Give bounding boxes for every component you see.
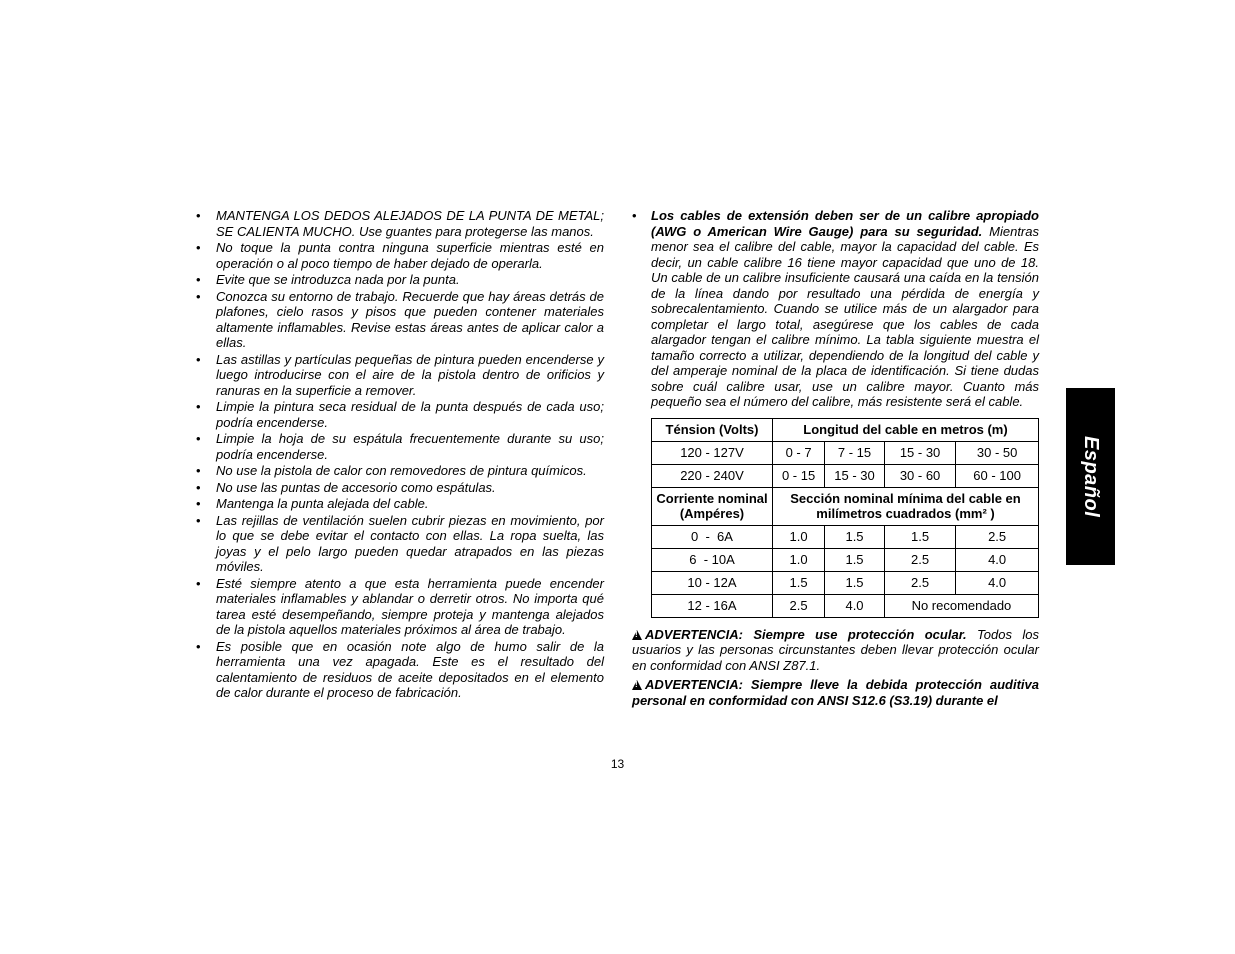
- table-row: 6 - 10A 1.0 1.5 2.5 4.0: [652, 548, 1039, 571]
- left-column: [196, 208, 604, 702]
- list-item: • MANTENGA LOS DEDOS ALEJADOS DE LA PUNTA DE METAL; SE CALIENTA MUCHO. Use guantes para protegerse las manos.: [196, 208, 604, 239]
- list-item: • Es posible que en ocasión note algo de humo salir de la herramienta una vez apagada. Este es el resultado del calentamiento de residuos de aceite depositados en el elemento de calor durante el proceso de fabricación.: [196, 638, 604, 700]
- voltage-header: Ténsion (Volts): [652, 418, 773, 441]
- list-item: • Esté siempre atento a que esta herramienta puede encender materiales inflamables y ablandar o derretir otros. No importa qué tarea esté desempeñando, siempre proteja y mantenga alejados de la pistola aquellos materiales próximos al área de trabajo.: [196, 575, 604, 637]
- table-row: [652, 487, 1039, 525]
- table-row: 0 - 6A 1.0 1.5 1.5 2.5: [652, 525, 1039, 548]
- table-row: 12 - 16A 2.5 4.0 No recomendado: [652, 594, 1039, 617]
- extension-cord-paragraph: • Los cables de extensión deben ser de un calibre apropiado (AWG o American Wire Gauge) para su seguridad. Mientras menor sea el calibre del cable, mayor la capacidad del cable. Es decir, un cable calibre 16 tiene mayor capacidad que uno de 18. Un cable de un calibre insuficiente causará una caída en la tensión de la línea dando por resultado una pérdida de energía y sobrecalentamiento. Cuando se utilice más de un alargador para completar el largo total, asegúrese que los cables de cada alargador tengan el calibre mínimo. La tabla siguiente muestra el tamaño correcto a utilizar, dependiendo de la longitud del cable y del amperaje nominal de la placa de identificación. Si tiene dudas sobre cuál calibre usar, use un calibre mayor. Cuanto más pequeño sea el número del calibre, más resistente será el cable.: [632, 208, 1039, 409]
- list-item: • Limpie la pintura seca residual de la punta después de cada uso; podría encenderse.: [196, 399, 604, 430]
- list-item: • Las astillas y partículas pequeñas de pintura pueden encenderse y luego introducirse con el aire de la pistola dentro de orificios y ranuras en la superficie a remover.: [196, 351, 604, 398]
- language-label: Español: [1080, 435, 1102, 518]
- list-item: • Conozca su entorno de trabajo. Recuerde que hay áreas detrás de plafones, cielo rasos y pisos que pueden contener materiales altamente inflamables. Revise estas áreas antes de aplicar calor a ellas.: [196, 288, 604, 350]
- safety-bullet-list: [196, 208, 604, 701]
- eye-protection-warning: !ADVERTENCIA: Siempre use protección ocular. Todos los usuarios y las personas circunstantes deben llevar protección ocular en conformidad con ANSI Z87.1.: [632, 627, 1039, 674]
- hearing-protection-warning: !ADVERTENCIA: Siempre lleve la debida protección auditiva personal en conformidad con ANSI S12.6 (S3.19) durante el: [632, 677, 1039, 708]
- cable-gauge-table: [651, 418, 1039, 618]
- list-item: • Limpie la hoja de su espátula frecuentemente durante su uso; podría encenderse.: [196, 431, 604, 462]
- section-header: Sección nominal mínima del cable en milímetros cuadrados (mm² ): [773, 487, 1039, 525]
- list-item: • Evite que se introduzca nada por la punta.: [196, 272, 460, 287]
- right-column: [632, 208, 1039, 708]
- list-item: • Las rejillas de ventilación suelen cubrir piezas en movimiento, por lo que se debe evitar el contacto con ellas. La ropa suelta, las joyas y el pelo largo pueden quedar atrapados en las piezas móviles.: [196, 512, 604, 574]
- table-row: [652, 418, 1039, 441]
- list-item: • No use la pistola de calor con removedores de pintura químicos.: [196, 463, 587, 478]
- table-row: 120 - 127V 0 - 7 7 - 15 15 - 30 30 - 50: [652, 441, 1039, 464]
- table-row: 220 - 240V 0 - 15 15 - 30 30 - 60 60 - 100: [652, 464, 1039, 487]
- list-item: • No toque la punta contra ninguna superficie mientras esté en operación o al poco tiempo de haber dejado de operarla.: [196, 240, 604, 271]
- length-header: Longitud del cable en metros (m): [773, 418, 1039, 441]
- table-row: 10 - 12A 1.5 1.5 2.5 4.0: [652, 571, 1039, 594]
- language-side-tab: [1066, 388, 1115, 565]
- list-item: • No use las puntas de accesorio como espátulas.: [196, 479, 496, 495]
- warning-icon: [632, 680, 642, 690]
- list-item: • Mantenga la punta alejada del cable.: [196, 496, 429, 511]
- page-number: 13: [610, 757, 625, 771]
- current-header: Corriente nominal (Ampéres): [652, 487, 773, 525]
- warning-icon: [632, 630, 642, 640]
